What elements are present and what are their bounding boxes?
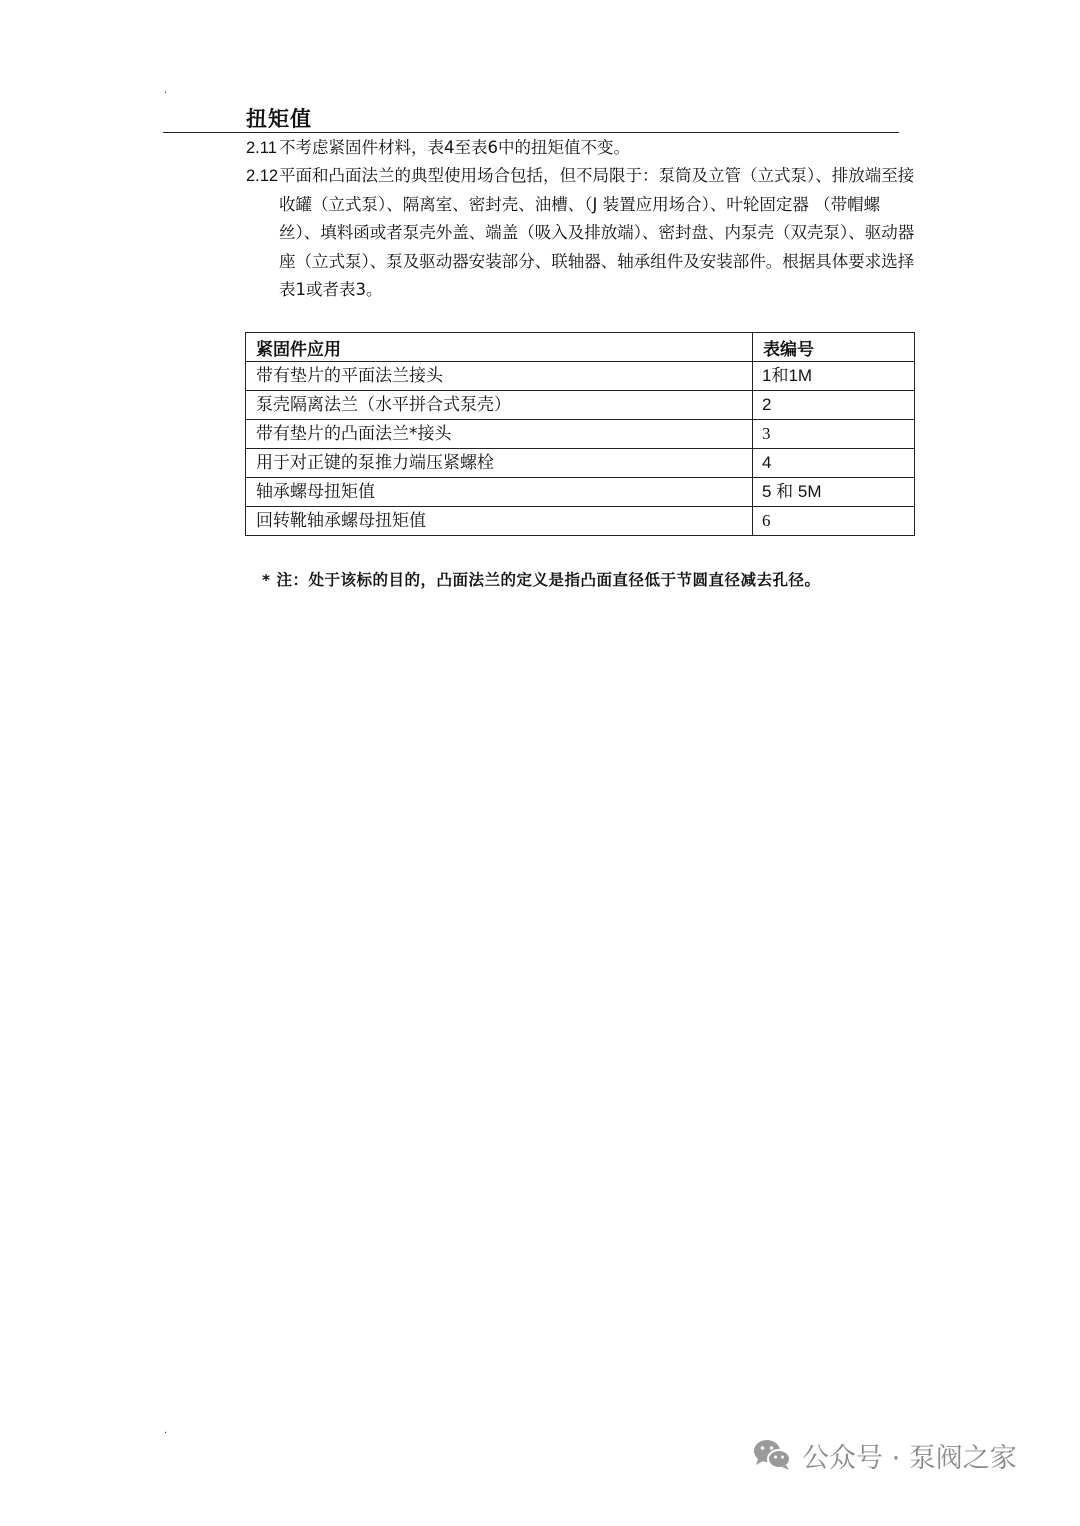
heading-rule (163, 132, 899, 133)
table-header-table-number: 表编号 (753, 333, 915, 362)
table-cell-number: 6 (753, 507, 915, 536)
paragraph-text: 平面和凸面法兰的典型使用场合包括，但不局限于：泵筒及立管（立式泵）、排放端至接收罐（立式泵）、隔离室、密封壳、油槽、（J 装置应用场合）、叶轮固定器 （带帽螺丝）、填料函或者泵壳外盖、端盖（吸入及排放端）、密封盘、内泵壳（双壳泵）、驱动器座（立式泵）、泵及驱动器安装部分、联轴器、轴承组件及安装部件。根据具体要求选择表1或者表3。 (279, 166, 915, 299)
table-row (246, 507, 915, 536)
table-cell-application: 轴承螺母扭矩值 (246, 478, 753, 507)
table-cell-number: 2 (753, 391, 915, 420)
table-cell-application: 回转靴轴承螺母扭矩值 (246, 507, 753, 536)
table-row (246, 391, 915, 420)
paragraph-2-12 (246, 162, 916, 305)
table-header-application: 紧固件应用 (246, 333, 753, 362)
footnote: * 注：处于该标的目的，凸面法兰的定义是指凸面直径低于节圆直径减去孔径。 (262, 571, 821, 589)
table-cell-application: 用于对正键的泵推力端压紧螺栓 (246, 449, 753, 478)
table-row (246, 362, 915, 391)
page-marker-top: . (164, 85, 168, 96)
table-row (246, 449, 915, 478)
section-heading: 扭矩值 (246, 107, 312, 131)
table-cell-number: 1和1M (753, 362, 915, 391)
table-cell-number: 3 (753, 420, 915, 449)
table-cell-number: 5 和 5M (753, 478, 915, 507)
table-cell-application: 带有垫片的平面法兰接头 (246, 362, 753, 391)
fastener-table (245, 332, 915, 536)
watermark (752, 1432, 1017, 1478)
table-header-row (246, 333, 915, 362)
table-row (246, 420, 915, 449)
table-cell-application: 带有垫片的凸面法兰*接头 (246, 420, 753, 449)
paragraph-text: 不考虑紧固件材料，表4至表6中的扭矩值不变。 (279, 138, 630, 157)
paragraph-number: 2.11 (246, 139, 277, 157)
page-marker-bottom: . (164, 1425, 168, 1436)
table-cell-number: 4 (753, 449, 915, 478)
table-row (246, 478, 915, 507)
table-cell-application: 泵壳隔离法兰（水平拼合式泵壳） (246, 391, 753, 420)
wechat-icon (752, 1437, 792, 1473)
watermark-text: 公众号 · 泵阀之家 (802, 1442, 1017, 1474)
paragraph-2-11 (246, 134, 916, 163)
paragraph-number: 2.12 (246, 167, 279, 185)
